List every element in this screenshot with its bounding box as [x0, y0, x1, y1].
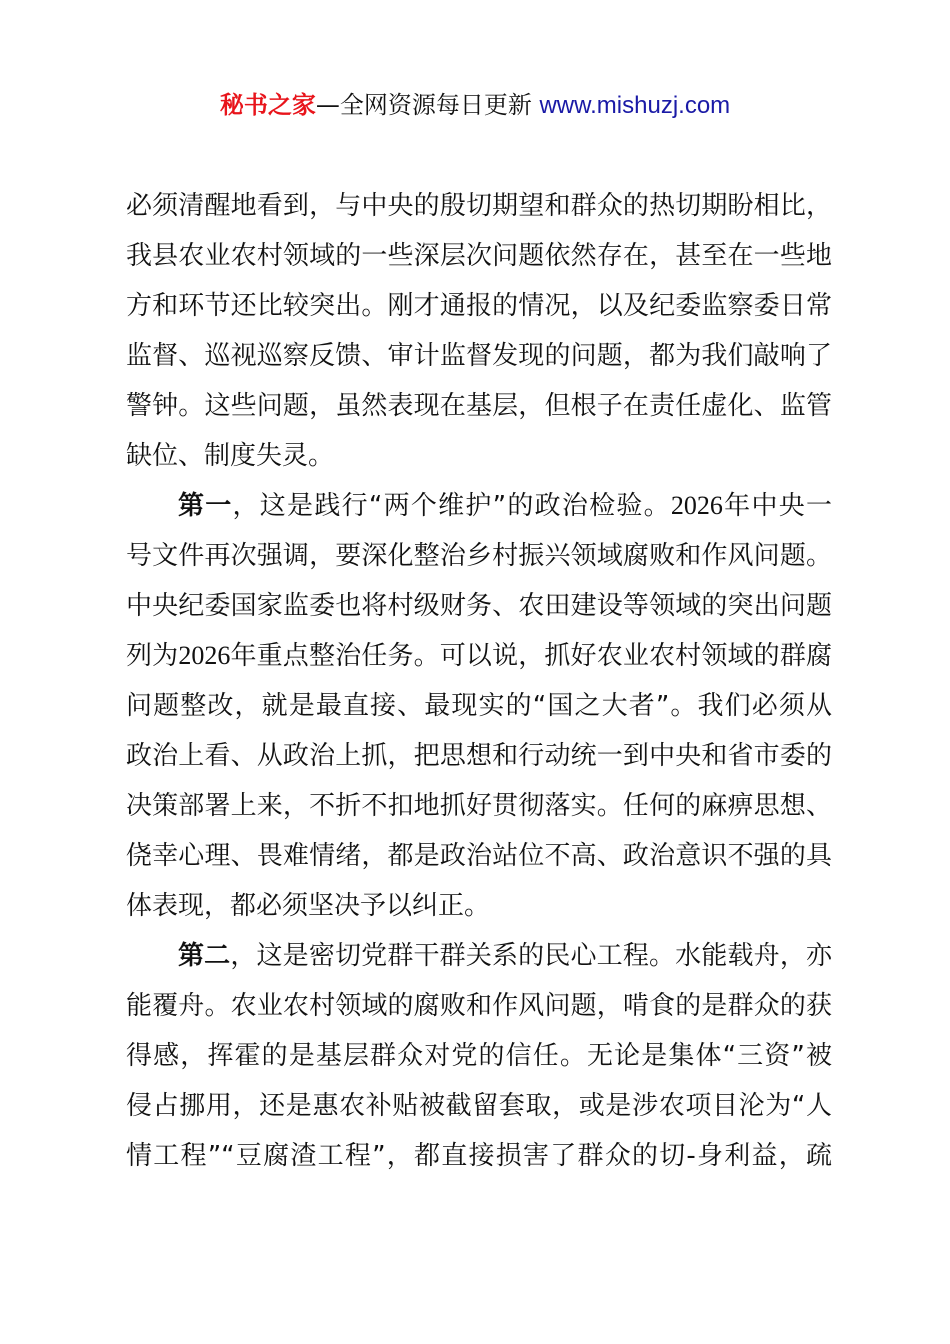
section-marker-second: 第二 [178, 941, 231, 971]
paragraph-line: 决策部署上来，不折不扣地抓好贯彻落实。任何的麻痹思想、 [126, 791, 832, 821]
paragraph-line: 必须清醒地看到，与中央的殷切期望和群众的热切期盼相比， [126, 191, 832, 221]
paragraph-line [126, 631, 832, 681]
header-tagline: —全网资源每日更新 [315, 91, 540, 119]
paragraph-line: 能覆舟。农业农村领域的腐败和作风问题，啃食的是群众的获 [126, 991, 832, 1021]
paragraph-line: 政治上看、从政治上抓，把思想和行动统一到中央和省市委的 [126, 741, 832, 771]
paragraph-text: 年重点整治任务。可以说，抓好农业农村领域的群腐 [230, 641, 832, 671]
paragraph-line: 得感，挥霍的是基层群众对党的信任。无论是集体“三资”被 [126, 1041, 832, 1071]
paragraph-line: 侥幸心理、畏难情绪，都是政治站位不高、政治意识不强的具 [126, 841, 832, 871]
paragraph-line: 警钟。这些问题，虽然表现在基层，但根子在责任虚化、监管 [126, 391, 832, 421]
year-number: 2026 [670, 491, 723, 520]
paragraph-text: 列为 [126, 641, 179, 671]
year-number: 2026 [178, 641, 231, 670]
paragraph-line: 情工程”“豆腐渣工程”，都直接损害了群众的切-身利益，疏 [126, 1141, 832, 1171]
paragraph-line: 我县农业农村领域的一些深层次问题依然存在，甚至在一些地 [126, 241, 832, 271]
section-marker-first: 第一 [178, 491, 233, 521]
brand-name: 秘书之家 [219, 91, 316, 119]
paragraph-line [126, 481, 832, 531]
paragraph-line: 中央纪委国家监委也将村级财务、农田建设等领域的突出问题 [126, 591, 832, 621]
paragraph-text: ，这是密切党群干群关系的民心工程。水能载舟，亦 [230, 941, 832, 971]
page-header [0, 88, 950, 123]
paragraph-line: 缺位、制度失灵。 [126, 441, 335, 471]
paragraph-line: 问题整改，就是最直接、最现实的“国之大者”。我们必须从 [126, 691, 832, 721]
paragraph-text: 年中央一 [722, 491, 832, 521]
paragraph-3 [126, 931, 832, 1181]
paragraph-line: 号文件再次强调，要深化整治乡村振兴领域腐败和作风问题。 [126, 541, 832, 571]
paragraph-line: 体表现，都必须坚决予以纠正。 [126, 891, 491, 921]
paragraph-line [126, 931, 832, 981]
paragraph-line: 监督、巡视巡察反馈、审计监督发现的问题，都为我们敲响了 [126, 341, 832, 371]
paragraph-line: 侵占挪用，还是惠农补贴被截留套取，或是涉农项目沦为“人 [126, 1091, 832, 1121]
paragraph-2 [126, 481, 832, 931]
site-url-link[interactable]: www.mishuzj.com [539, 92, 731, 119]
paragraph-text: ，这是践行“两个维护”的政治检验。 [232, 491, 671, 521]
paragraph-1 [126, 181, 832, 481]
paragraph-line: 方和环节还比较突出。刚才通报的情况，以及纪委监察委日常 [126, 291, 832, 321]
document-body [126, 181, 832, 1181]
